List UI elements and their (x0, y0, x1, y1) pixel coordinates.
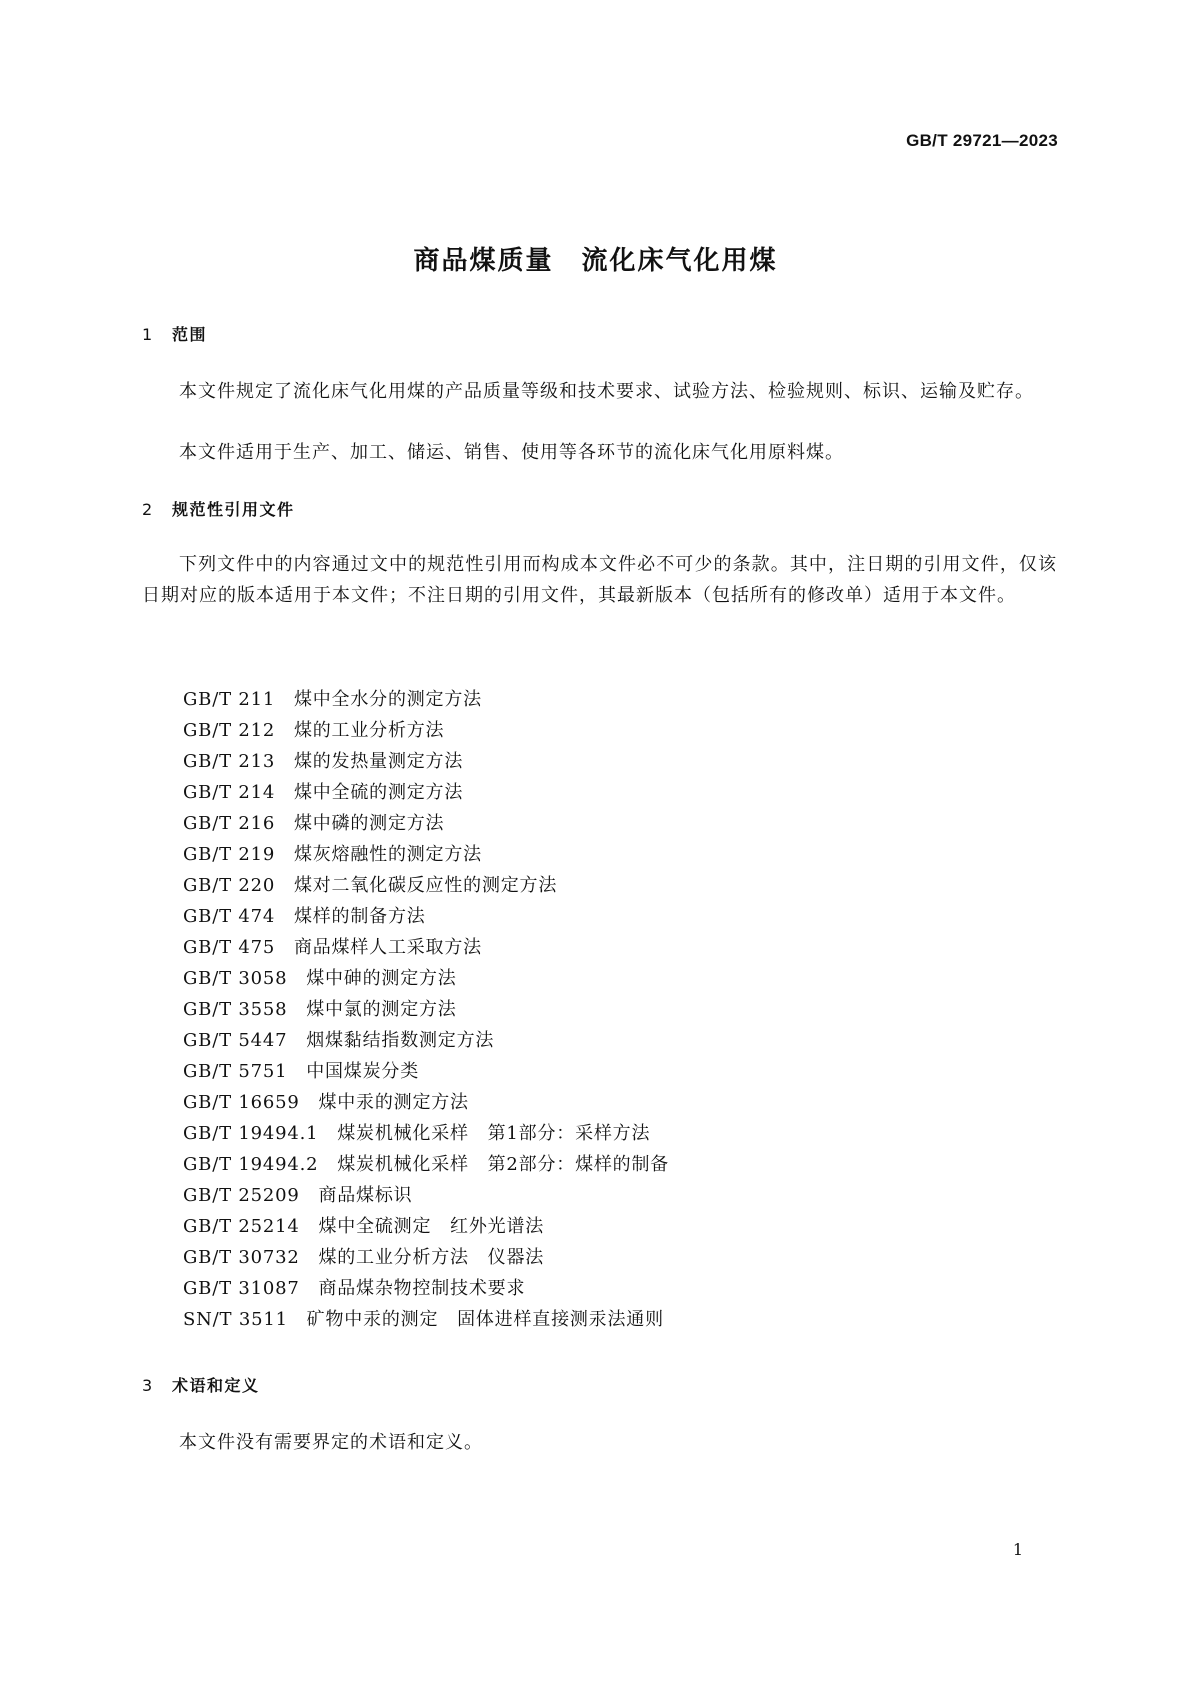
section-title: 规范性引用文件 (172, 500, 295, 519)
section-heading-normative-references (142, 497, 295, 520)
scope-paragraph-1: 本文件规定了流化床气化用煤的产品质量等级和技术要求、试验方法、检验规则、标识、运输及贮存。 (179, 381, 1034, 402)
reference-item: GB/T 213 煤的发热量测定方法 (183, 751, 464, 772)
reference-item: GB/T 19494.2 煤炭机械化采样 第2部分：煤样的制备 (183, 1154, 670, 1175)
reference-item: GB/T 5751 中国煤炭分类 (183, 1061, 420, 1082)
standard-code: GB/T 29721—2023 (906, 131, 1058, 150)
terms-paragraph: 本文件没有需要界定的术语和定义。 (179, 1432, 483, 1453)
reference-item: GB/T 214 煤中全硫的测定方法 (183, 782, 464, 803)
section-title: 术语和定义 (172, 1376, 260, 1395)
reference-item: GB/T 31087 商品煤杂物控制技术要求 (183, 1278, 526, 1299)
section-number: 1 (142, 325, 154, 344)
reference-list (183, 684, 669, 1335)
reference-item: GB/T 3058 煤中砷的测定方法 (183, 968, 457, 989)
page-number: 1 (1012, 1540, 1023, 1559)
reference-item: GB/T 16659 煤中汞的测定方法 (183, 1092, 469, 1113)
references-intro-paragraph: 下列文件中的内容通过文中的规范性引用而构成本文件必不可少的条款。其中，注日期的引用文件，仅该日期对应的版本适用于本文件；不注日期的引用文件，其最新版本（包括所有的修改单）适用于本文件。 (142, 554, 1057, 606)
reference-item: GB/T 25214 煤中全硫测定 红外光谱法 (183, 1216, 545, 1237)
reference-item: GB/T 19494.1 煤炭机械化采样 第1部分：采样方法 (183, 1123, 651, 1144)
reference-item: SN/T 3511 矿物中汞的测定 固体进样直接测汞法通则 (183, 1309, 664, 1330)
reference-item: GB/T 216 煤中磷的测定方法 (183, 813, 445, 834)
reference-item: GB/T 219 煤灰熔融性的测定方法 (183, 844, 482, 865)
reference-item: GB/T 212 煤的工业分析方法 (183, 720, 445, 741)
section-heading-terms-definitions (142, 1373, 260, 1396)
reference-item: GB/T 3558 煤中氯的测定方法 (183, 999, 457, 1020)
section-heading-scope (142, 322, 207, 345)
reference-item: GB/T 25209 商品煤标识 (183, 1185, 413, 1206)
document-title: 商品煤质量 流化床气化用煤 (413, 246, 778, 276)
reference-item: GB/T 475 商品煤样人工采取方法 (183, 937, 482, 958)
scope-paragraph-2: 本文件适用于生产、加工、储运、销售、使用等各环节的流化床气化用原料煤。 (179, 442, 844, 463)
section-number: 3 (142, 1376, 154, 1395)
reference-item: GB/T 474 煤样的制备方法 (183, 906, 426, 927)
section-title: 范围 (172, 325, 208, 344)
reference-item: GB/T 5447 烟煤黏结指数测定方法 (183, 1030, 495, 1051)
reference-item: GB/T 30732 煤的工业分析方法 仪器法 (183, 1247, 545, 1268)
reference-item: GB/T 211 煤中全水分的测定方法 (183, 689, 482, 710)
reference-item: GB/T 220 煤对二氧化碳反应性的测定方法 (183, 875, 558, 896)
section-number: 2 (142, 500, 154, 519)
